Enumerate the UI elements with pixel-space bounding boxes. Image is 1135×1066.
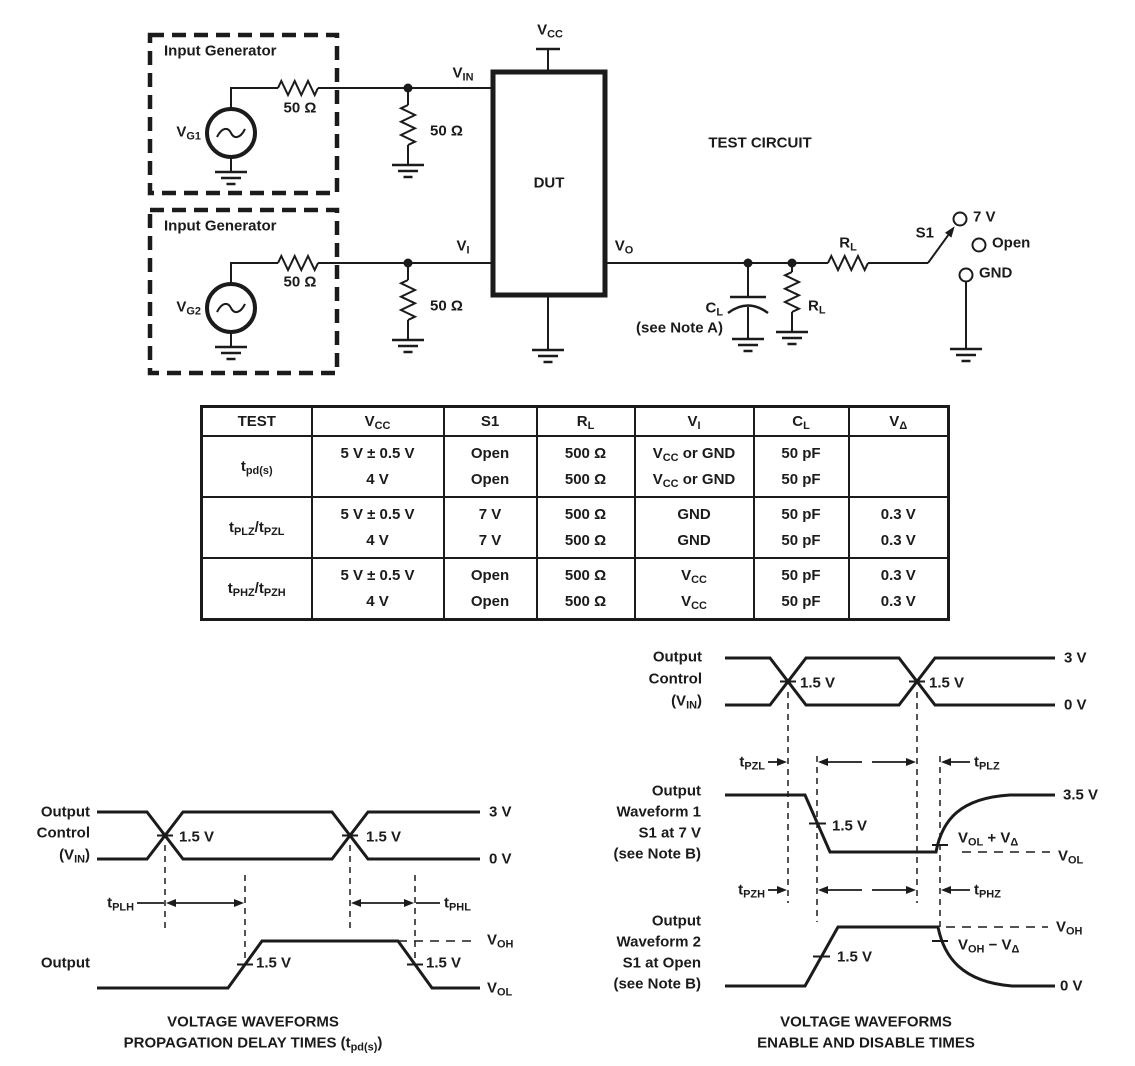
gen1-box-label: Input Generator <box>164 42 277 60</box>
row-test-label: $t_{pd(s)}$ <box>202 436 312 497</box>
gen1-source-label: $V_{G1}$ <box>176 123 201 143</box>
s1-switch-label: S1 <box>915 224 934 242</box>
row-test-label: $t_{PLZ}/t_{PZL}$ <box>202 497 312 558</box>
table-header-row <box>202 407 949 437</box>
tpzl-label: $t_{PZL}$ <box>739 753 765 773</box>
wf2-0v-label: 0 V <box>1060 977 1083 995</box>
vo-node-label: $V_O$ <box>614 237 634 257</box>
dut-block <box>493 49 605 362</box>
pd-caption-2: PROPAGATION DELAY TIMES $(t_{pd(s)})$ <box>123 1034 383 1054</box>
wf1-label-3: S1 at 7 V <box>638 824 701 842</box>
pd-control-label-1: Output <box>40 803 90 821</box>
pd-ref-c: 1.5 V <box>256 954 292 972</box>
wf2-label-4: (see Note B) <box>613 975 701 993</box>
ed-caption-2: ENABLE AND DISABLE TIMES <box>757 1034 975 1052</box>
header-vcc: $V_{CC}$ <box>312 407 444 437</box>
rl-shunt-label: $R_L$ <box>808 297 826 317</box>
ed-level-0v: 0 V <box>1064 696 1087 714</box>
wf1-label-1: Output <box>651 782 701 800</box>
ed-control-label-3: $(V_{IN})$ <box>671 692 702 712</box>
wf2-ref: 1.5 V <box>837 948 873 966</box>
gen1-series-resistor-label: 50 Ω <box>283 99 317 117</box>
gen1-shunt-resistor-label: 50 Ω <box>430 122 463 140</box>
pd-level-3v: 3 V <box>489 803 512 821</box>
wf1-top-level: 3.5 V <box>1063 786 1099 804</box>
test-conditions-table <box>200 405 950 621</box>
header-cl: $C_L$ <box>754 407 849 437</box>
tphz-label: $t_{PHZ}$ <box>974 881 1001 901</box>
pd-level-0v: 0 V <box>489 850 512 868</box>
vcc-pin-label: $V_{CC}$ <box>537 21 563 41</box>
tplz-label: $t_{PLZ}$ <box>974 753 1000 773</box>
pd-vol-label: $V_{OL}$ <box>487 979 513 999</box>
tpzh-label: $t_{PZH}$ <box>738 881 765 901</box>
cl-cap-label: $C_L$ <box>705 299 723 319</box>
wf2-voh-label: $V_{OH}$ <box>1056 918 1083 938</box>
wf2-label-1: Output <box>651 912 701 930</box>
tplh-label: $t_{PLH}$ <box>107 894 134 914</box>
ed-ref-a: 1.5 V <box>800 674 836 692</box>
header-rl: $R_L$ <box>537 407 635 437</box>
wf1-delta-label: $V_{OL} + V_\Delta$ <box>958 829 1019 849</box>
cl-note-label: (see Note A) <box>636 319 723 337</box>
pd-output-label: Output <box>40 954 90 972</box>
pd-ref-d: 1.5 V <box>426 954 462 972</box>
s1-switch <box>928 213 986 362</box>
pd-ref-b: 1.5 V <box>366 828 402 846</box>
input-termination-2 <box>392 259 424 353</box>
table-row: $t_{PLZ}/t_{PZL}$ 5 V ± 0.5 V 4 V 7 V 7 V 500 Ω 500 Ω GND GND 50 pF 50 pF 0.3 V 0.3 V <box>202 497 949 558</box>
gen2-shunt-resistor-label: 50 Ω <box>430 297 463 315</box>
table-row: $t_{PHZ}/t_{PZH}$ 5 V ± 0.5 V 4 V Open Open 500 Ω 500 Ω $V_{CC}$ $V_{CC}$ 50 pF 50 pF 0.3 V 0.3 V <box>202 558 949 620</box>
gen2-source-label: $V_{G2}$ <box>176 298 201 318</box>
gen2-box-label: Input Generator <box>164 217 277 235</box>
input-termination-1 <box>392 84 424 178</box>
ed-level-3v: 3 V <box>1064 649 1087 667</box>
figure-title: TEST CIRCUIT <box>708 134 812 152</box>
wf2-label-2: Waveform 2 <box>616 933 701 951</box>
pd-voh-label: $V_{OH}$ <box>487 931 514 951</box>
gen2-series-resistor-label: 50 Ω <box>283 273 317 291</box>
output-load-network <box>605 256 928 351</box>
wf1-vol-label: $V_{OL}$ <box>1058 847 1084 867</box>
wf1-label-2: Waveform 1 <box>616 803 701 821</box>
row-test-label: $t_{PHZ}/t_{PZH}$ <box>202 558 312 620</box>
header-vi: $V_I$ <box>635 407 754 437</box>
s1-pos-gnd-label: GND <box>979 264 1013 282</box>
vi-node-label: $V_I$ <box>456 237 470 257</box>
wf2-delta-label: $V_{OH} - V_\Delta$ <box>958 936 1020 956</box>
header-vdelta: $V_\Delta$ <box>849 407 949 437</box>
ed-control-label-2: Control <box>648 670 702 688</box>
ed-caption-1: VOLTAGE WAVEFORMS <box>780 1013 952 1031</box>
vin-node-label: $V_{IN}$ <box>452 64 474 84</box>
wf1-label-4: (see Note B) <box>613 845 701 863</box>
header-s1: S1 <box>444 407 537 437</box>
header-test: TEST <box>202 407 312 437</box>
ed-ref-b: 1.5 V <box>929 674 965 692</box>
pd-caption-1: VOLTAGE WAVEFORMS <box>167 1013 339 1031</box>
wf1-ref: 1.5 V <box>832 817 868 835</box>
s1-pos-7v-label: 7 V <box>973 208 996 226</box>
table-row: $t_{pd(s)}$ 5 V ± 0.5 V 4 V Open Open 500 Ω 500 Ω $V_{CC}$ or GND $V_{CC}$ or GND 50 pF 50 pF <box>202 436 949 497</box>
dut-label: DUT <box>533 174 565 192</box>
pd-control-label-2: Control <box>36 824 90 842</box>
wf2-label-3: S1 at Open <box>622 954 701 972</box>
pd-control-label-3: $(V_{IN})$ <box>59 846 90 866</box>
ed-control-label-1: Output <box>652 648 702 666</box>
tphl-label: $t_{PHL}$ <box>444 894 471 914</box>
rl-series-label: $R_L$ <box>839 234 857 254</box>
s1-pos-open-label: Open <box>992 234 1031 252</box>
pd-ref-a: 1.5 V <box>179 828 215 846</box>
